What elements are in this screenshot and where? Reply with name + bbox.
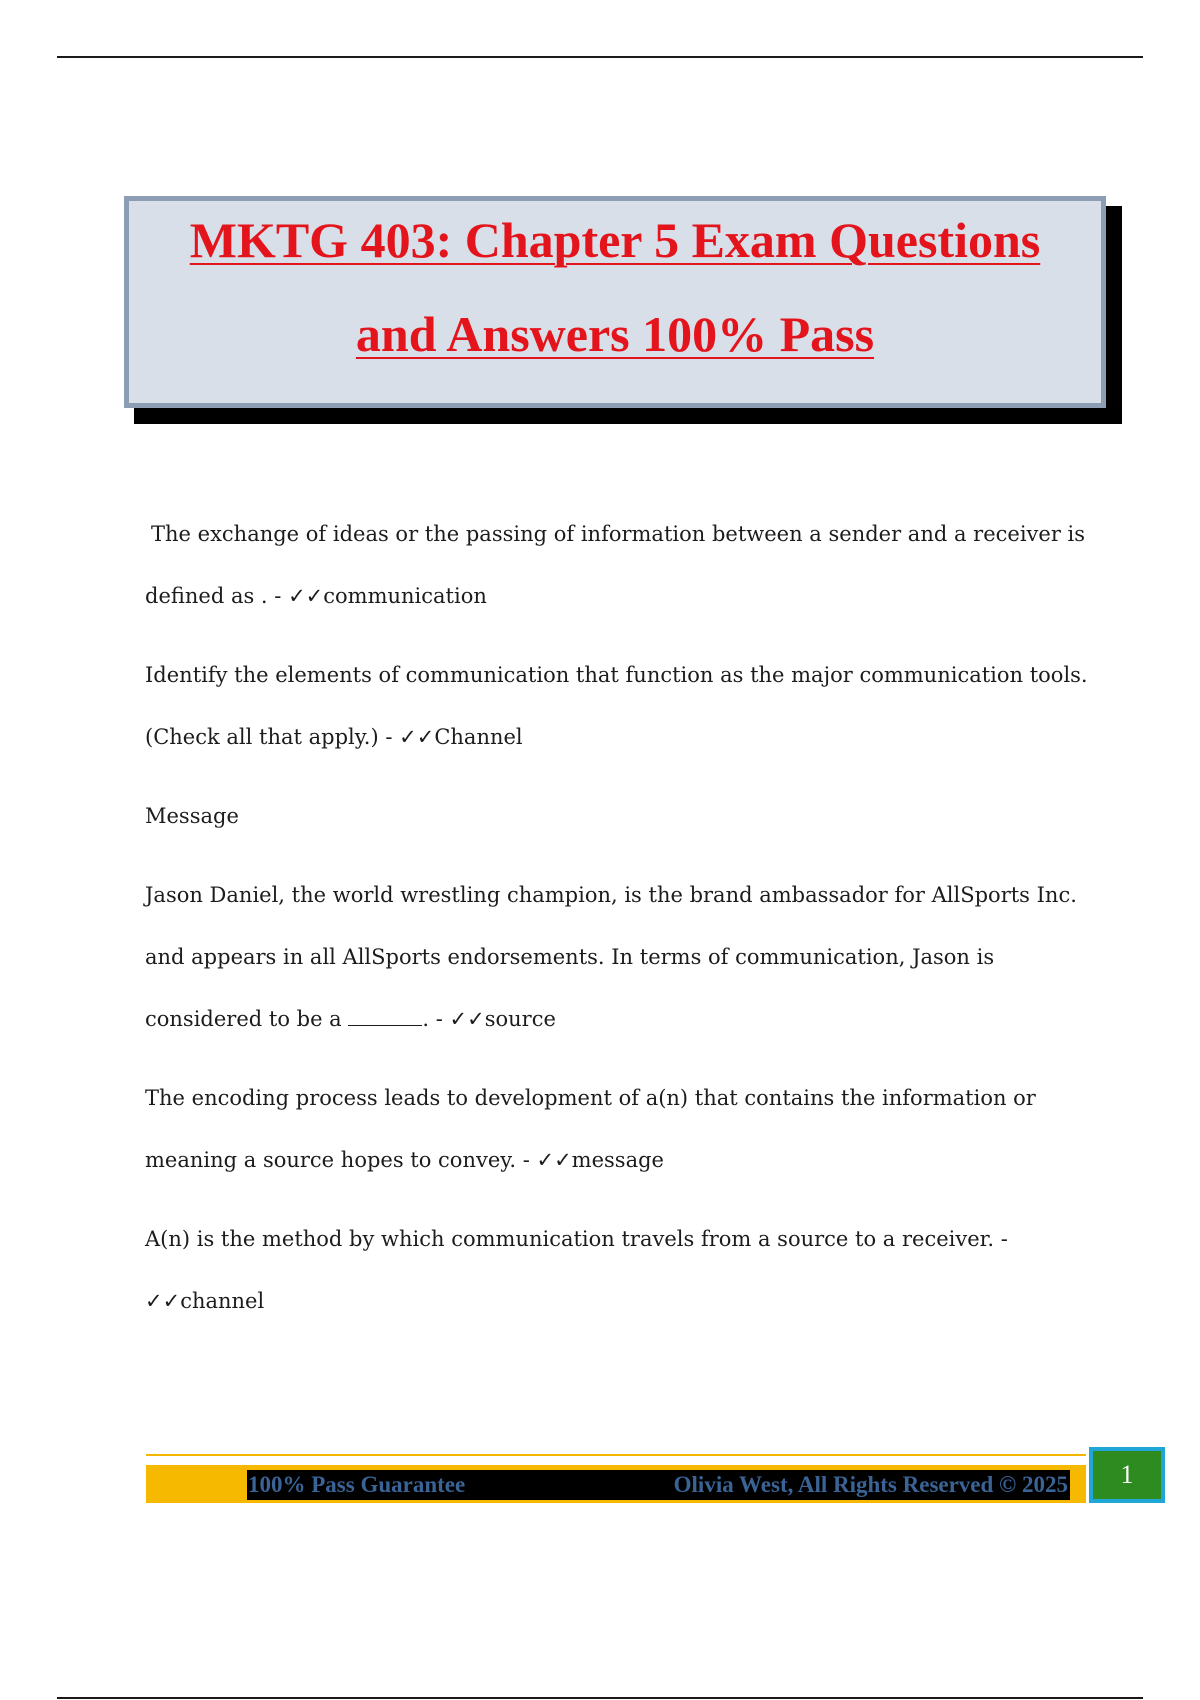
bottom-rule xyxy=(57,1697,1143,1699)
page-number: 1 xyxy=(1089,1447,1165,1503)
answer-text: communication xyxy=(323,584,487,608)
top-rule xyxy=(57,56,1143,58)
qa-separator: - xyxy=(378,725,400,749)
question-text: Jason Daniel, the world wrestling champion, is the brand ambassador for AllSports Inc. and appears in all AllSports endorsements. In terms of communication, Jason is considered to be a xyxy=(145,883,1077,1031)
fill-in-blank xyxy=(348,1007,422,1026)
question-text: Identify the elements of communication that function as the major communication tools. (Check all that apply.) xyxy=(145,663,1088,749)
answer-text: message xyxy=(571,1148,664,1172)
qa-content xyxy=(145,503,1105,1349)
footer-guarantee-text: 100% Pass Guarantee xyxy=(248,1472,466,1497)
qa-separator: - xyxy=(994,1227,1008,1251)
document-title-line-2: and Answers 100% Pass xyxy=(355,306,875,362)
double-check-icon: ✓✓ xyxy=(288,584,324,608)
qa-item xyxy=(145,644,1105,768)
document-title-line-1: MKTG 403: Chapter 5 Exam Questions xyxy=(189,212,1041,268)
qa-item xyxy=(145,503,1105,627)
footer-top-line xyxy=(146,1454,1086,1456)
answer-text: Channel xyxy=(434,725,523,749)
question-text: The exchange of ideas or the passing of information between a sender and a receiver is defined as . xyxy=(145,522,1086,608)
answer-text: channel xyxy=(180,1289,265,1313)
title-box xyxy=(124,196,1106,408)
qa-separator: - xyxy=(267,584,289,608)
qa-separator: - xyxy=(429,1007,450,1031)
qa-item xyxy=(145,1208,1105,1332)
footer-copyright-text: Olivia West, All Rights Reserved © 2025 xyxy=(673,1472,1068,1497)
qa-separator: - xyxy=(516,1148,537,1172)
double-check-icon: ✓✓ xyxy=(399,725,435,749)
double-check-icon: ✓✓ xyxy=(449,1007,485,1031)
double-check-icon: ✓✓ xyxy=(536,1148,572,1172)
qa-item xyxy=(145,1067,1105,1191)
answer-continuation-text: Message xyxy=(145,804,239,828)
question-text-end: . xyxy=(422,1007,430,1031)
qa-item xyxy=(145,864,1105,1050)
answer-text: source xyxy=(484,1007,556,1031)
double-check-icon: ✓✓ xyxy=(145,1289,181,1313)
question-text: A(n) is the method by which communication travels from a source to a receiver. xyxy=(145,1227,995,1251)
qa-item xyxy=(145,785,1105,847)
question-text: The encoding process leads to development of a(n) that contains the information or meaning a source hopes to convey. xyxy=(145,1086,1036,1172)
